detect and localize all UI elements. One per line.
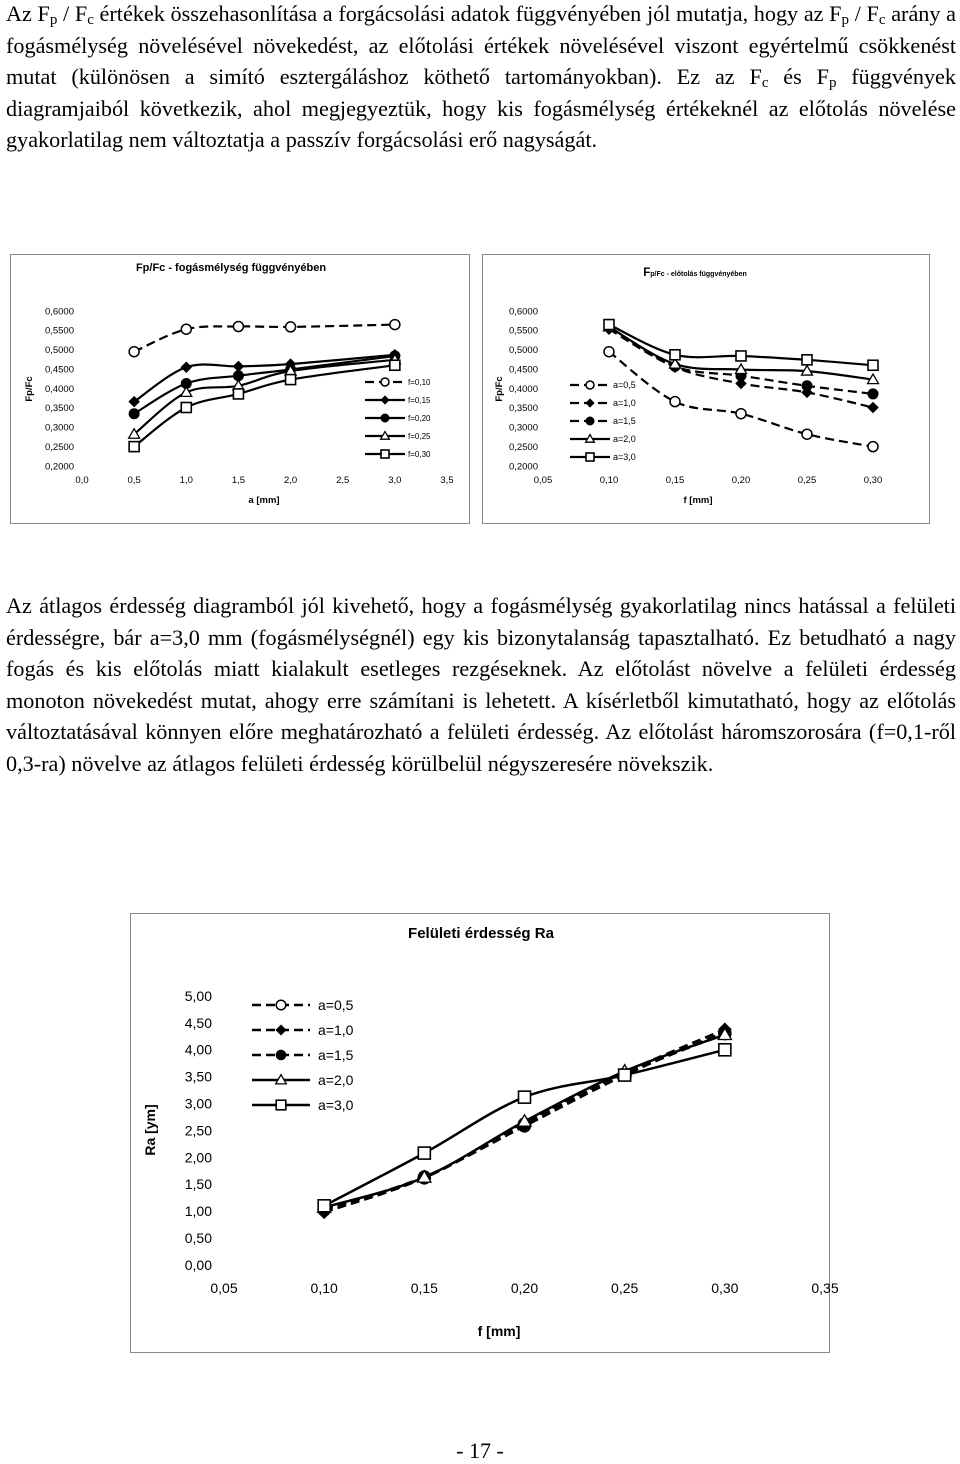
x-tick-label: 0,05 [533, 475, 553, 486]
data-point [719, 1044, 731, 1056]
y-axis-label: Ra [ym] [142, 1104, 158, 1156]
data-point [390, 360, 400, 370]
legend-label: a=3,0 [613, 452, 636, 463]
x-tick-label: 1,0 [179, 475, 193, 486]
x-tick-label: 3,0 [388, 475, 402, 486]
legend-label: a=2,0 [613, 434, 636, 445]
legend-marker [276, 1100, 286, 1110]
legend-marker [381, 414, 389, 422]
data-point [181, 324, 191, 334]
y-tick-label: 2,50 [184, 1122, 212, 1139]
data-point [868, 442, 878, 452]
legend-label: f=0,10 [408, 377, 431, 387]
y-tick-label: 0,5500 [508, 325, 538, 337]
legend-label: a=1,0 [613, 398, 636, 409]
chart-title: Felületi érdesség Ra [408, 925, 554, 942]
data-point [129, 347, 139, 357]
data-point [390, 320, 400, 330]
data-point [418, 1147, 430, 1159]
chart-title: Fp/Fc - fogásmélység függvényében [135, 262, 327, 274]
data-point [604, 347, 614, 357]
y-tick-label: 0,5000 [508, 345, 538, 357]
y-tick-label: 0,4500 [508, 364, 538, 376]
data-point [286, 375, 296, 385]
y-tick-label: 0,5500 [44, 325, 74, 337]
legend-label: a=3,0 [318, 1096, 354, 1113]
y-tick-label: 0,3500 [44, 403, 74, 415]
x-tick-label: 0,20 [510, 1280, 539, 1296]
y-tick-label: 0,3000 [508, 422, 538, 434]
legend-marker [381, 378, 389, 386]
x-tick-label: 0,30 [711, 1280, 739, 1296]
y-axis-label: Fp/Fc [494, 376, 505, 402]
x-tick-label: 0,10 [310, 1280, 338, 1296]
page-number: - 17 - [456, 1438, 504, 1463]
data-point [868, 389, 878, 399]
data-point [619, 1069, 631, 1081]
legend-marker [276, 1000, 286, 1010]
y-tick-label: 5,00 [184, 987, 212, 1004]
legend-marker [276, 1050, 286, 1060]
x-axis-label: f [mm] [683, 495, 713, 506]
surface-roughness-chart [130, 913, 839, 1353]
x-tick-label: 0,5 [127, 475, 141, 486]
x-tick-label: 0,25 [797, 475, 817, 486]
data-point [670, 350, 680, 360]
data-point [233, 389, 243, 399]
x-tick-label: 0,10 [599, 475, 619, 486]
chart-title-main: F [643, 267, 651, 279]
data-point [736, 409, 746, 419]
data-point [181, 402, 191, 412]
data-point [129, 442, 139, 452]
data-point [868, 360, 878, 370]
legend-marker [586, 381, 594, 389]
data-point [233, 322, 243, 332]
intro-paragraph: Az $F_p / F_c$ értékek összehasonlítása a forgácsolási adatok függvényében jól mutatja, hogy az $F_p / F_c$ arány a fogásmélység növelésével növekedést, az előtolási értékek növelésével viszont egyértelmű csökkenést mutat (különösen a simító esztergáláshoz köthető tartományokban). Ez az $F_c$ és $F_p$ függvények diagramjaiból következik, ahol megjegyeztük, hogy kis fogásmélység értékeknél az előtolás növelése gyakorlatilag nem változtatja a passzív forgácsolási erő nagyságát. [6, 1, 956, 153]
data-point [519, 1091, 531, 1103]
legend-marker [586, 453, 594, 461]
data-point [604, 320, 614, 330]
legend-label: f=0,20 [408, 413, 431, 423]
y-tick-label: 4,50 [184, 1014, 212, 1031]
x-tick-label: 2,0 [283, 475, 298, 486]
legend-label: f=0,30 [408, 449, 431, 459]
x-tick-label: 0,35 [811, 1280, 839, 1296]
y-tick-label: 3,50 [184, 1068, 212, 1085]
x-tick-label: 1,5 [231, 475, 246, 486]
data-point [802, 381, 812, 391]
y-tick-label: 1,00 [184, 1203, 212, 1220]
y-axis-label: Fp/Fc [24, 376, 35, 402]
y-tick-label: 1,50 [184, 1176, 212, 1193]
legend-label: a=1,0 [318, 1021, 354, 1038]
x-tick-label: 0,25 [611, 1280, 639, 1296]
data-point [318, 1200, 330, 1212]
y-tick-label: 0,2500 [44, 441, 74, 453]
x-tick-label: 0,15 [665, 475, 685, 486]
y-tick-label: 0,4000 [508, 383, 538, 395]
data-point [670, 397, 680, 407]
data-point [736, 351, 746, 361]
x-axis-label: f [mm] [477, 1323, 521, 1339]
y-tick-label: 0,3500 [508, 403, 538, 415]
y-tick-label: 4,00 [184, 1041, 212, 1058]
x-tick-label: 0,15 [410, 1280, 438, 1296]
y-tick-label: 0,4500 [44, 364, 74, 376]
y-tick-label: 0,5000 [44, 345, 74, 357]
y-tick-label: 0,2500 [508, 441, 538, 453]
y-tick-label: 0,6000 [508, 306, 538, 318]
y-tick-label: 0,2000 [508, 461, 538, 473]
data-point [802, 355, 812, 365]
data-point [802, 429, 812, 439]
x-tick-label: 3,5 [440, 475, 454, 486]
y-tick-label: 3,00 [184, 1095, 212, 1112]
legend-label: a=1,5 [613, 416, 636, 427]
fp-fc-depth-chart [10, 254, 470, 524]
roughness-paragraph: Az átlagos érdesség diagramból jól kivehető, hogy a fogásmélység gyakorlatilag nincs hatással a felületi érdességre, bár a=3,0 mm (fogásmélységnél) egy kis bizonytalanság tapasztalható. Ez betudható a nagy fogás és kis előtolás miatt kialakult esetleges rezgéseknek. Az előtolást növelve a felületi érdesség monoton növekedést mutat, ahogy erre számítani is lehetett. A kísérletből kimutatható, hogy az előtolás változtatásával könnyen előre meghatározható a felületi érdesség. Az előtolást háromszorosára (f=0,1-ről 0,3-ra) növelve az átlagos felületi érdesség körülbelül négyszeresére növekszik. [6, 593, 956, 776]
legend-marker [586, 417, 594, 425]
fp-fc-feed-chart [482, 254, 930, 524]
legend-label: f=0,25 [408, 431, 431, 441]
chart-title-rest: p/Fc - előtolás függvényében [650, 271, 747, 278]
y-tick-label: 0,50 [184, 1230, 212, 1246]
legend-label: f=0,15 [408, 395, 431, 405]
legend-label: a=0,5 [318, 996, 354, 1013]
y-tick-label: 0,3000 [44, 422, 74, 434]
legend-label: a=0,5 [613, 380, 636, 391]
legend-label: a=2,0 [318, 1071, 354, 1088]
data-point [129, 409, 139, 419]
x-tick-label: 0,20 [731, 475, 751, 486]
y-tick-label: 0,6000 [44, 306, 74, 318]
legend-label: a=1,5 [318, 1046, 354, 1063]
x-tick-label: 0,30 [863, 475, 883, 486]
y-tick-label: 2,00 [184, 1149, 212, 1166]
y-tick-label: 0,4000 [44, 383, 74, 395]
x-tick-label: 0,0 [75, 475, 89, 486]
y-tick-label: 0,00 [184, 1256, 212, 1273]
data-point [286, 322, 296, 332]
legend-marker [381, 450, 389, 458]
x-tick-label: 2,5 [336, 475, 350, 486]
y-tick-label: 0,2000 [44, 461, 74, 473]
x-tick-label: 0,05 [210, 1280, 238, 1296]
x-axis-label: a [mm] [248, 495, 280, 506]
